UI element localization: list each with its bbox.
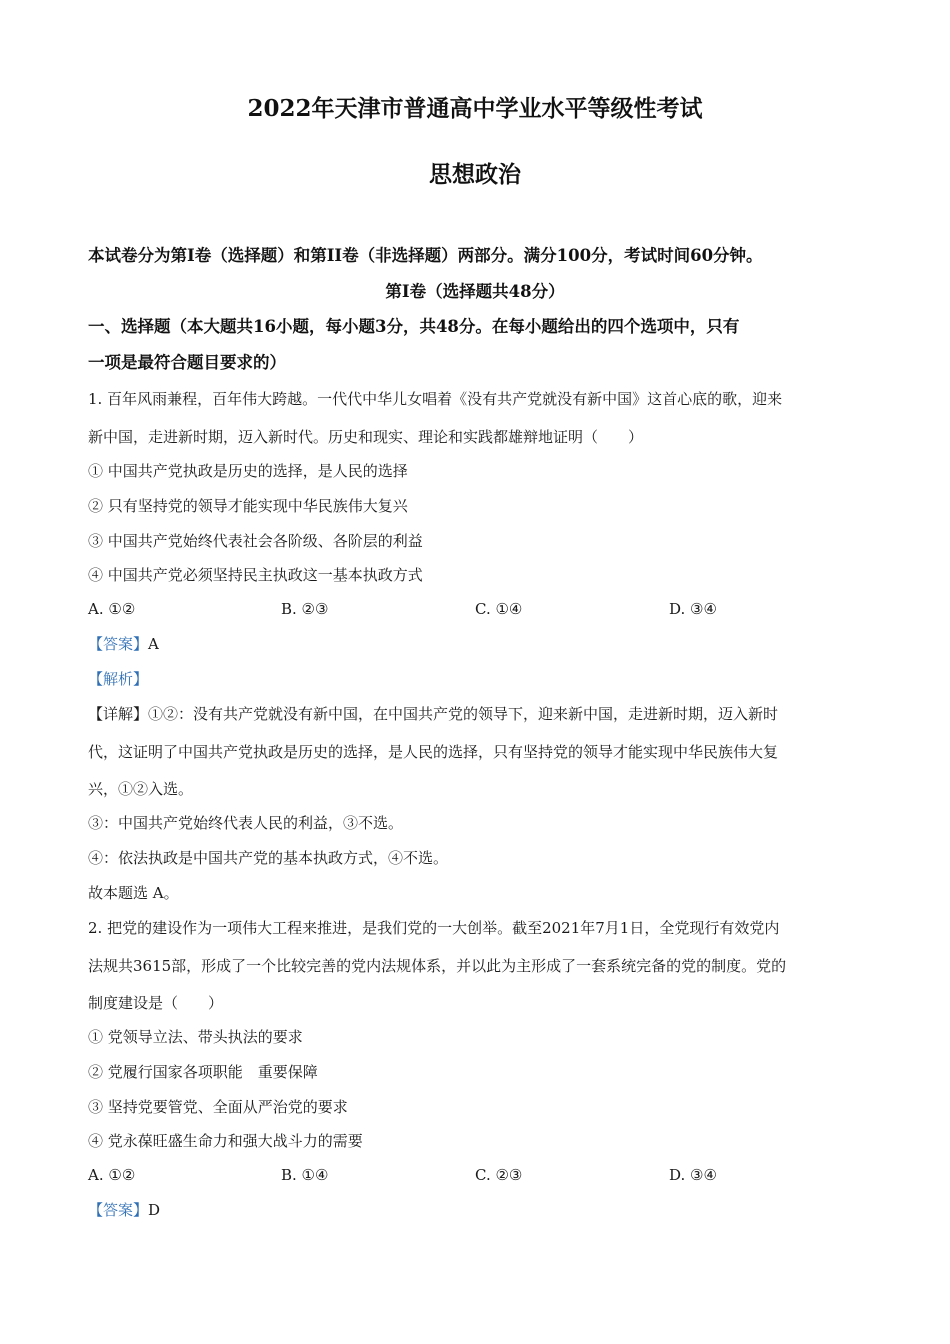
- subject-title: 思想政治: [429, 161, 521, 188]
- q2-stem-line2: 法规共3615部，形成了一个比较完善的党内法规体系，并以此为主形成了一套系统完备的党的制度。党的: [88, 957, 787, 975]
- q2-option-d: D. ③④: [669, 1166, 717, 1184]
- section-heading-line2: 一项是最符合题目要求的）: [88, 353, 286, 372]
- q1-detail-line3: 兴，①②入选。: [88, 780, 194, 798]
- q1-statement-4: ④ 中国共产党必须坚持民主执政这一基本执政方式: [88, 566, 423, 584]
- q1-conclusion: 故本题选 A。: [88, 884, 179, 902]
- q2-answer-tag: 【答案】: [88, 1201, 149, 1219]
- q1-option-a: A. ①②: [88, 600, 136, 618]
- q1-detail-text1: ①②：没有共产党就没有新中国，在中国共产党的领导下，迎来新中国，走进新时期，迈入新时: [148, 705, 779, 723]
- q1-statement-3: ③ 中国共产党始终代表社会各阶级、各阶层的利益: [88, 532, 423, 550]
- q1-answer: [88, 634, 890, 654]
- q1-detail-line2: 代，这证明了中国共产党执政是历史的选择，是人民的选择，只有坚持党的领导才能实现中华民族伟大复: [88, 743, 779, 761]
- q2-statement-1: ① 党领导立法、带头执法的要求: [88, 1028, 303, 1046]
- q1-detail-line5: ④：依法执政是中国共产党的基本执政方式，④不选。: [88, 849, 449, 867]
- q1-detail-line1: [88, 704, 890, 724]
- q1-option-d: D. ③④: [669, 600, 717, 618]
- exam-title: 2022年天津市普通高中学业水平等级性考试: [247, 95, 703, 122]
- q2-stem-line3: 制度建设是（ ）: [88, 994, 224, 1012]
- q1-option-c: C. ①④: [475, 600, 523, 618]
- q2-option-b: B. ①④: [281, 1166, 329, 1184]
- q2-statement-2: ② 党履行国家各项职能 重要保障: [88, 1063, 318, 1081]
- volume-title: 第Ⅰ卷（选择题共48分）: [385, 282, 565, 301]
- q2-statement-4: ④ 党永葆旺盛生命力和强大战斗力的需要: [88, 1132, 363, 1150]
- q2-option-a: A. ①②: [88, 1166, 136, 1184]
- q1-analysis-tag: 【解析】: [88, 670, 149, 688]
- q2-answer: [88, 1200, 890, 1220]
- q1-stem-line1: 1. 百年风雨兼程，百年伟大跨越。一代代中华儿女唱着《没有共产党就没有新中国》这首心底的歌，迎来: [88, 390, 783, 408]
- q1-detail-tag: 【详解】: [88, 705, 149, 723]
- q1-option-b: B. ②③: [281, 600, 329, 618]
- q1-answer-tag: 【答案】: [88, 635, 149, 653]
- q1-statement-2: ② 只有坚持党的领导才能实现中华民族伟大复兴: [88, 497, 408, 515]
- q1-statement-1: ① 中国共产党执政是历史的选择，是人民的选择: [88, 462, 408, 480]
- q2-answer-value: D: [148, 1201, 161, 1219]
- q1-stem-line2: 新中国，走进新时期，迈入新时代。历史和现实、理论和实践都雄辩地证明（ ）: [88, 428, 644, 446]
- q2-option-c: C. ②③: [475, 1166, 523, 1184]
- exam-note: 本试卷分为第Ⅰ卷（选择题）和第II卷（非选择题）两部分。满分100分，考试时间60分钟。: [88, 246, 763, 265]
- q2-stem-line1: 2. 把党的建设作为一项伟大工程来推进，是我们党的一大创举。截至2021年7月1日，全党现行有效党内: [88, 919, 780, 937]
- section-heading-line1: 一、选择题（本大题共16小题，每小题3分，共48分。在每小题给出的四个选项中，只有: [88, 317, 740, 336]
- q2-statement-3: ③ 坚持党要管党、全面从严治党的要求: [88, 1098, 348, 1116]
- q1-detail-line4: ③：中国共产党始终代表人民的利益，③不选。: [88, 814, 404, 832]
- q1-answer-value: A: [148, 635, 159, 653]
